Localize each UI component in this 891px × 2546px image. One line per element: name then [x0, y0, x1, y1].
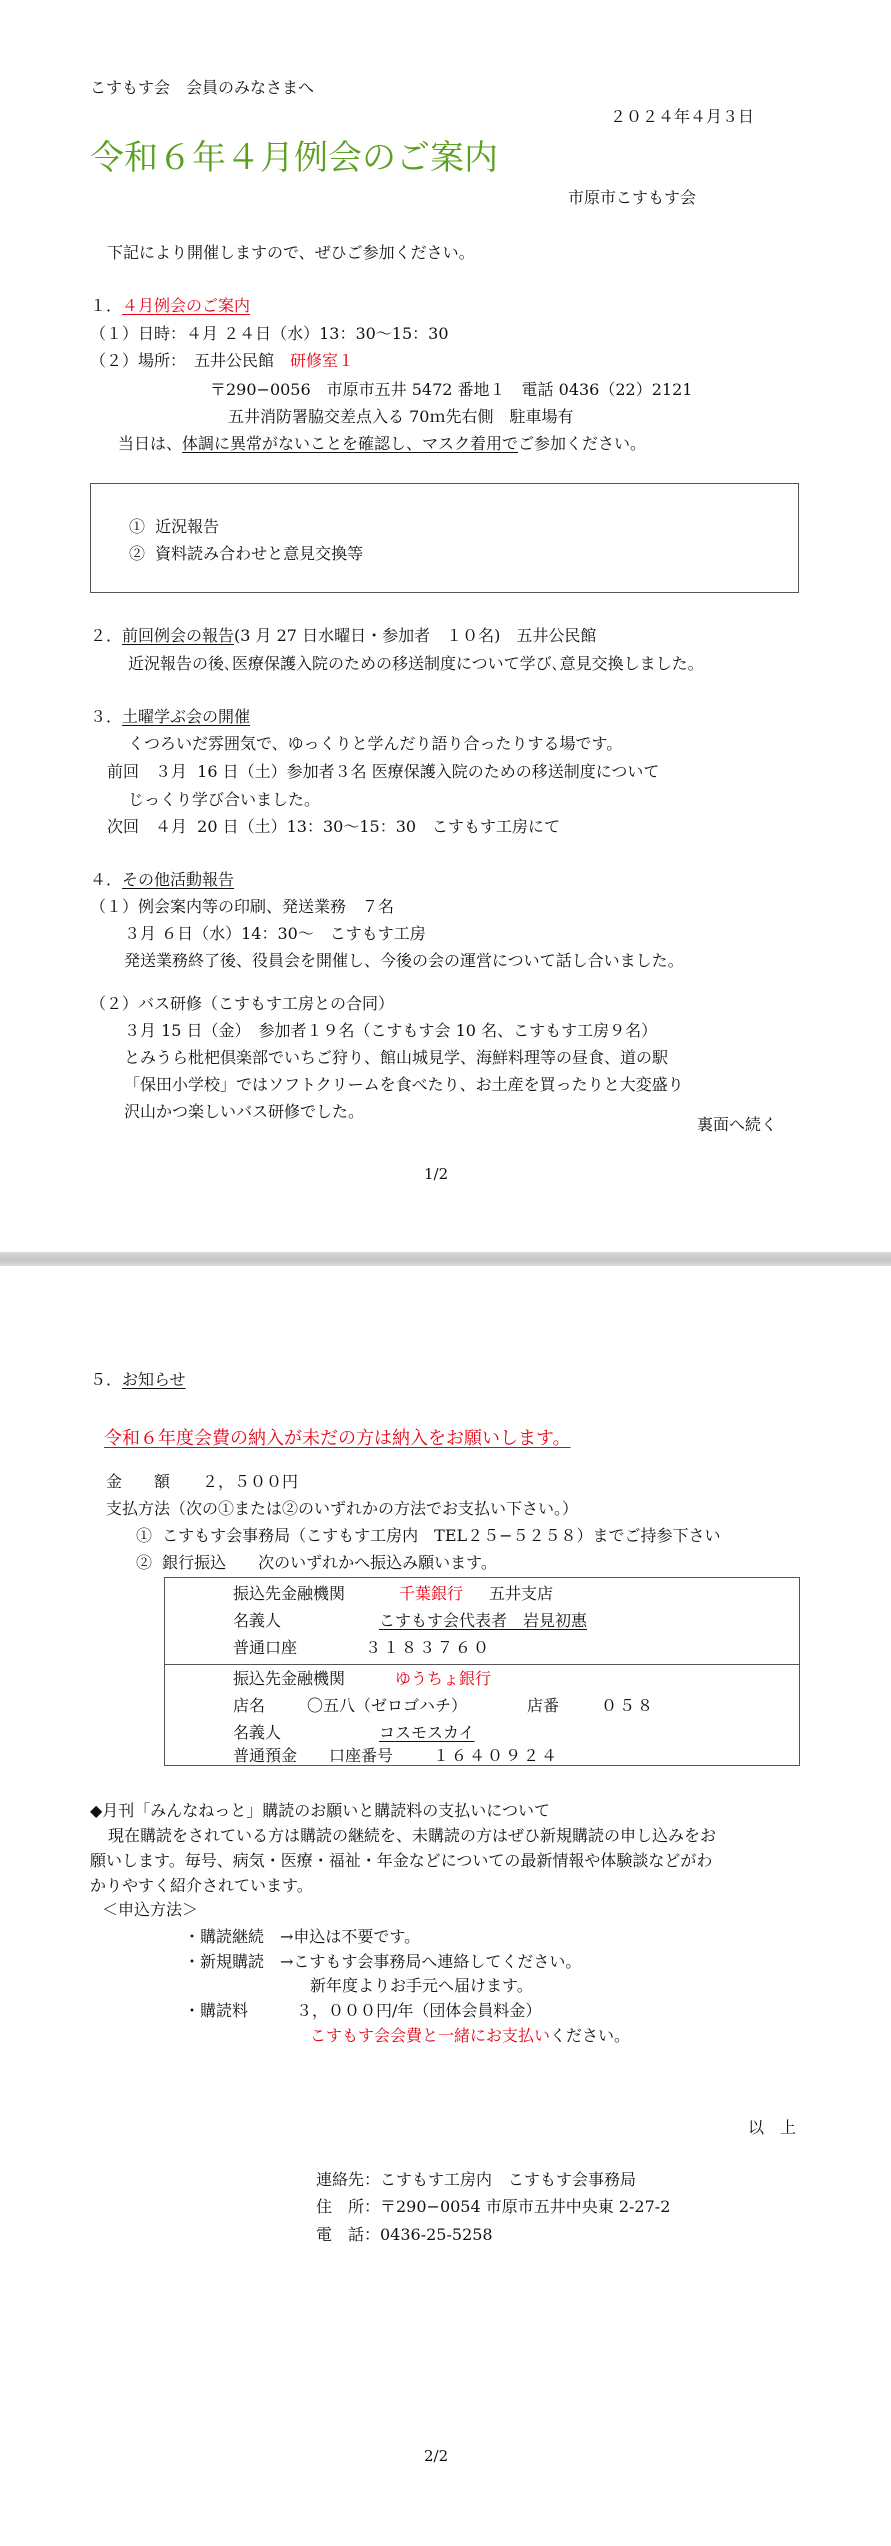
bank2-account: １６４０９２４: [433, 1746, 560, 1765]
bank2-name: ゆうちょ銀行: [395, 1669, 492, 1688]
activity-1-title: （１）例会案内等の印刷、発送業務 ７名: [90, 897, 395, 916]
agenda-box: [90, 483, 799, 593]
section-3-title: 土曜学ぶ会の開催: [122, 707, 251, 726]
apply-new: ・新規購読 →こすもす会事務局へ連絡してください。: [184, 1952, 582, 1971]
section-2-info: (3 月 27 日水曜日・参加者 １０名) 五井公民館: [234, 626, 597, 645]
apply-fee: ・購読料 ３，０００円/年（団体会員料金）: [184, 2001, 542, 2020]
bank1-name: 千葉銀行: [399, 1584, 464, 1603]
section-1-heading: [90, 296, 250, 315]
note-emphasis: 体調に異常がないことを確認し、マスク着用で: [182, 434, 519, 453]
section-2-title: 前回例会の報告: [122, 626, 235, 645]
section-2-heading: [90, 626, 596, 645]
fee-note-end: ください。: [550, 2026, 631, 2045]
document-date: ２０２４年４月３日: [610, 107, 755, 126]
section-2-body: 近況報告の後､医療保護入院のための移送制度について学び､意見交換しました｡: [128, 654, 696, 673]
bank1-holder: こすもす会代表者 岩見初惠: [379, 1611, 588, 1630]
page-separator: [0, 1252, 891, 1266]
magazine-body-line: かりやすく紹介されています。: [90, 1876, 313, 1895]
apply-continue: ・購読継続 →申込は不要です。: [184, 1927, 421, 1946]
bank2-shop-no: ０５８: [601, 1696, 656, 1715]
bank1-branch: 五井支店: [489, 1584, 554, 1603]
bank1-holder-label: 名義人: [233, 1611, 282, 1630]
section-5-heading: [90, 1370, 186, 1389]
table-divider: [165, 1664, 799, 1665]
activity-2-line: 「保田小学校」ではソフトクリームを食べたり、お土産を買ったりと大変盛り: [124, 1075, 684, 1094]
magazine-title: ◆月刊「みんなねっと」購読のお願いと購読料の支払いについて: [90, 1801, 550, 1820]
address-line: 住 所：〒290−0054 市原市五井中央東 2-27-2: [316, 2197, 671, 2216]
end-mark: 以 上: [748, 2118, 797, 2137]
section-3-body: くつろいだ雰囲気で、ゆっくりと学んだり語り合ったりする場です。: [128, 734, 623, 753]
bank2-shop-label: 店名: [233, 1696, 266, 1715]
document-page-2: [0, 1266, 891, 2546]
continued-note: 裏面へ続く: [697, 1115, 778, 1134]
page-number: 2/2: [424, 2447, 449, 2465]
place-label: （２）場所： 五井公民館: [90, 351, 275, 370]
bank2-label: 振込先金融機関: [233, 1669, 346, 1688]
bank2-holder: コスモスカイ: [379, 1723, 475, 1742]
meeting-place: [90, 351, 354, 370]
agenda-item: ② 資料読み合わせと意見交換等: [129, 544, 364, 563]
meeting-note: [118, 434, 646, 453]
agenda-item: ① 近況報告: [129, 517, 220, 536]
addressee: こすもす会 会員のみなさまへ: [90, 78, 315, 97]
payment-option-1: ① こすもす会事務局（こすもす工房内 TEL２５−５２５８）までご持参下さい: [136, 1526, 721, 1545]
amount-label: 金 額: [106, 1472, 171, 1491]
bank1-account: ３１８３７６０: [365, 1638, 492, 1657]
bank-info-table: [164, 1577, 800, 1766]
bank2-account-label: 普通預金 口座番号: [233, 1746, 394, 1765]
magazine-body-line: 現在購読をされている方は購読の継続を、未購読の方はぜひ新規購読の申し込みをお: [108, 1826, 717, 1845]
meeting-access: 五井消防署脇交差点入る 70ｍ先右側 駐車場有: [228, 407, 574, 426]
amount-row: [106, 1472, 298, 1491]
document-page-1: [0, 0, 891, 1252]
magazine-body-line: 願いします。毎号、病気・医療・福祉・年金などについての最新情報や体験談などがわ: [90, 1851, 713, 1870]
bank2-shop: 〇五八（ゼロゴハチ）: [307, 1696, 468, 1715]
amount-value: ２，５００円: [202, 1472, 299, 1491]
activity-1-line: 発送業務終了後、役員会を開催し、今後の会の運営について話し合いました。: [124, 951, 684, 970]
activity-1-line: ３月 ６日（水）14：30〜 こすもす工房: [124, 924, 426, 943]
section-4-title: その他活動報告: [122, 870, 235, 889]
section-4-heading: [90, 870, 234, 889]
section-number: ２．: [90, 626, 123, 645]
note-part: 当日は、: [118, 434, 183, 453]
meeting-room: 研修室１: [290, 351, 355, 370]
meeting-address: 〒290−0056 市原市五井 5472 番地１ 電話 0436（22）2121: [210, 380, 693, 399]
section-3-heading: [90, 707, 250, 726]
section-3-previous: 前回 ３月 16 日（土）参加者３名 医療保護入院のための移送制度について: [107, 762, 660, 781]
bank2-holder-label: 名義人: [233, 1723, 282, 1742]
section-5-title: お知らせ: [122, 1370, 186, 1389]
fee-notice: 令和６年度会費の納入が未だの方は納入をお願いします。: [104, 1428, 571, 1449]
activity-2-line: 沢山かつ楽しいバス研修でした。: [124, 1102, 365, 1121]
section-number: ３．: [90, 707, 123, 726]
section-number: １．: [90, 296, 123, 315]
page-number: 1/2: [424, 1165, 449, 1183]
contact-line: 連絡先：こすもす工房内 こすもす会事務局: [316, 2170, 637, 2189]
intro-text: 下記により開催しますので、ぜひご参加ください。: [107, 243, 475, 262]
section-number: ５．: [90, 1370, 123, 1389]
bank2-shop-no-label: 店番: [527, 1696, 560, 1715]
payment-option-2: ② 銀行振込 次のいずれかへ振込み願います。: [136, 1553, 497, 1572]
phone-line: 電 話：0436-25-5258: [316, 2225, 493, 2244]
section-number: ４．: [90, 870, 123, 889]
activity-2-line: ３月 15 日（金） 参加者１９名（こすもす会 10 名、こすもす工房９名）: [124, 1021, 658, 1040]
activity-2-title: （２）バス研修（こすもす工房との合同）: [90, 994, 395, 1013]
note-part: ご参加ください。: [518, 434, 647, 453]
apply-new-note: 新年度よりお手元へ届けます。: [310, 1976, 533, 1995]
page-title: 令和６年４月例会のご案内: [90, 138, 498, 178]
section-1-title: ４月例会のご案内: [122, 296, 251, 315]
meeting-datetime: （１）日時：４月 ２４日（水）13：30〜15：30: [90, 324, 449, 343]
section-3-previous-cont: じっくり学び合いました。: [128, 790, 321, 809]
apply-method-label: ＜申込方法＞: [102, 1900, 199, 1919]
bank1-label: 振込先金融機関: [233, 1584, 346, 1603]
fee-note-emphasis: こすもす会会費と一緒にお支払い: [310, 2026, 551, 2045]
payment-method: 支払方法（次の①または②のいずれかの方法でお支払い下さい。）: [106, 1499, 579, 1518]
apply-fee-note: [310, 2026, 630, 2045]
activity-2-line: とみうら枇杷倶楽部でいちご狩り、館山城見学、海鮮料理等の昼食、道の駅: [124, 1048, 669, 1067]
bank1-account-label: 普通口座: [233, 1638, 298, 1657]
organization-name: 市原市こすもす会: [568, 188, 697, 207]
section-3-next: 次回 ４月 20 日（土）13：30〜15：30 こすもす工房にて: [107, 817, 561, 836]
